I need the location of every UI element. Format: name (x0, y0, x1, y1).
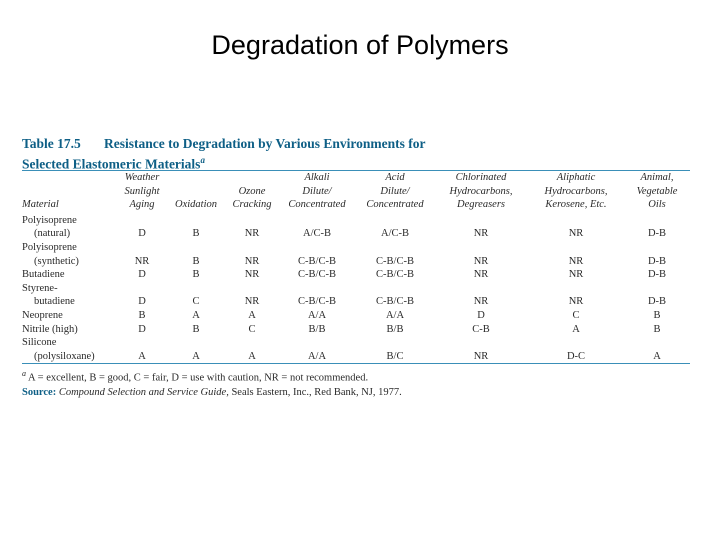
table-caption (22, 136, 690, 152)
column-header-line: Vegetable (636, 185, 678, 197)
rating-cell: A (653, 350, 661, 362)
rating-cell: A/C-B (302, 228, 331, 240)
column-header-line: Cracking (232, 199, 272, 211)
material-subname: (polysiloxane) (34, 350, 95, 362)
rating-cell: A (572, 323, 580, 335)
rating-cell: C (572, 309, 580, 321)
column-header (22, 171, 118, 214)
material-name: Polyisoprene (22, 214, 77, 226)
rating-cell: NR (568, 255, 584, 267)
rating-cell: B/B (386, 323, 404, 335)
material-subname: butadiene (34, 296, 75, 308)
column-header (624, 171, 690, 214)
material-name: Butadiene (22, 269, 65, 281)
table-row (22, 241, 690, 255)
column-header (356, 171, 434, 214)
rating-cell: C-B/C-B (298, 255, 336, 267)
rating-cell: NR (134, 255, 150, 267)
rating-cell: B/B (308, 323, 326, 335)
column-header-line: Concentrated (288, 199, 346, 211)
column-header-line: Dilute/ (380, 185, 410, 197)
table-row (22, 282, 690, 296)
rating-cell: D (138, 228, 146, 240)
rating-cell: A/A (385, 309, 405, 321)
column-header-line: Aging (129, 199, 155, 211)
column-header-line: Weather (124, 172, 160, 183)
column-header-line: Concentrated (366, 199, 424, 211)
table-row (22, 309, 690, 323)
table-bottom-rule (22, 363, 690, 364)
column-header-line: Animal, (640, 172, 674, 183)
table-row (22, 336, 690, 350)
material-name: Silicone (22, 337, 57, 349)
source-rest: Seals Eastern, Inc., Red Bank, NJ, 1977. (231, 386, 402, 398)
column-header-line: Hydrocarbons, (449, 185, 513, 197)
rating-cell: A (192, 350, 200, 362)
rating-cell: A (192, 309, 200, 321)
column-header-line: Ozone (238, 185, 266, 197)
rating-cell: NR (244, 228, 260, 240)
source-line (22, 386, 690, 400)
column-header-line: Hydrocarbons, (544, 185, 608, 197)
table-row (22, 268, 690, 282)
rating-cell: D (138, 269, 146, 281)
rating-cell: NR (473, 228, 489, 240)
column-header (278, 171, 356, 214)
material-name: Polyisoprene (22, 241, 77, 253)
rating-cell: C-B (472, 323, 490, 335)
source-label: Source: (22, 386, 57, 398)
rating-cell: C-B/C-B (376, 255, 414, 267)
rating-cell: D-B (647, 255, 667, 267)
rating-cell: D-C (566, 350, 586, 362)
material-subname: (synthetic) (34, 255, 79, 267)
rating-cell: C-B/C-B (298, 296, 336, 308)
rating-cell: B (653, 309, 661, 321)
caption-line-1: Resistance to Degradation by Various Environments for (104, 136, 426, 151)
column-header-line: Oils (648, 199, 666, 211)
caption-footnote-mark: a (200, 155, 205, 165)
rating-cell: NR (244, 296, 260, 308)
rating-cell: C-B/C-B (376, 296, 414, 308)
slide-title: Degradation of Polymers (211, 30, 509, 60)
column-header (166, 171, 226, 214)
rating-cell: NR (473, 350, 489, 362)
elastomer-degradation-table (22, 136, 690, 400)
caption-line-2: Selected Elastomeric Materials (22, 156, 201, 172)
rating-cell: B/C (386, 350, 404, 362)
data-table (22, 171, 690, 363)
column-header-line: Sunlight (124, 185, 160, 197)
rating-cell: NR (244, 255, 260, 267)
rating-cell: D (138, 323, 146, 335)
rating-cell: B (653, 323, 661, 335)
footnote-text: A = excellent, B = good, C = fair, D = use with caution, NR = not recommended. (28, 372, 369, 384)
column-header (118, 171, 166, 214)
material-name: Neoprene (22, 309, 63, 321)
rating-cell: B (192, 255, 200, 267)
rating-cell: B (192, 323, 200, 335)
rating-cell: C (248, 323, 256, 335)
footnote-mark: a (22, 369, 26, 379)
rating-cell: B (192, 228, 200, 240)
rating-cell: A (248, 350, 256, 362)
table-row (22, 214, 690, 228)
rating-cell: NR (244, 269, 260, 281)
rating-cell: B (192, 269, 200, 281)
caption-line-2-wrap (22, 152, 690, 170)
rating-cell: B (138, 309, 146, 321)
rating-cell: A/A (307, 309, 327, 321)
column-header-line: Aliphatic (556, 172, 596, 183)
column-header-line: Kerosene, Etc. (545, 199, 607, 211)
rating-cell: D-B (647, 296, 667, 308)
column-header-line: Degreasers (456, 199, 506, 211)
table-row (22, 323, 690, 337)
footnote (22, 367, 690, 386)
rating-cell: D (477, 309, 485, 321)
rating-cell: NR (473, 296, 489, 308)
column-header-line: Acid (385, 172, 405, 183)
rating-cell: D (138, 296, 146, 308)
material-name: Nitrile (high) (22, 323, 78, 335)
table-body (22, 214, 690, 364)
rating-cell: D-B (647, 228, 667, 240)
rating-cell: A/C-B (380, 228, 409, 240)
rating-cell: D-B (647, 269, 667, 281)
rating-cell: NR (568, 228, 584, 240)
column-header-line: Chlorinated (455, 172, 507, 183)
material-name: Styrene- (22, 282, 58, 294)
rating-cell: A (248, 309, 256, 321)
rating-cell: C-B/C-B (298, 269, 336, 281)
column-header-line: Material (22, 199, 59, 211)
rating-cell: A (138, 350, 146, 362)
rating-cell: NR (473, 255, 489, 267)
rating-cell: NR (568, 296, 584, 308)
table-number: Table 17.5 (22, 136, 81, 151)
rating-cell: A/A (307, 350, 327, 362)
material-subname: (natural) (34, 228, 71, 240)
rating-cell: C (192, 296, 200, 308)
column-header-line: Oxidation (175, 199, 217, 211)
column-header-line: Dilute/ (302, 185, 332, 197)
rating-cell: C-B/C-B (376, 269, 414, 281)
rating-cell: NR (473, 269, 489, 281)
column-header (528, 171, 624, 214)
column-header-line: Alkali (304, 172, 330, 183)
column-header (434, 171, 528, 214)
header-row (22, 171, 690, 214)
source-title: Compound Selection and Service Guide, (58, 386, 229, 398)
column-header (226, 171, 278, 214)
rating-cell: NR (568, 269, 584, 281)
